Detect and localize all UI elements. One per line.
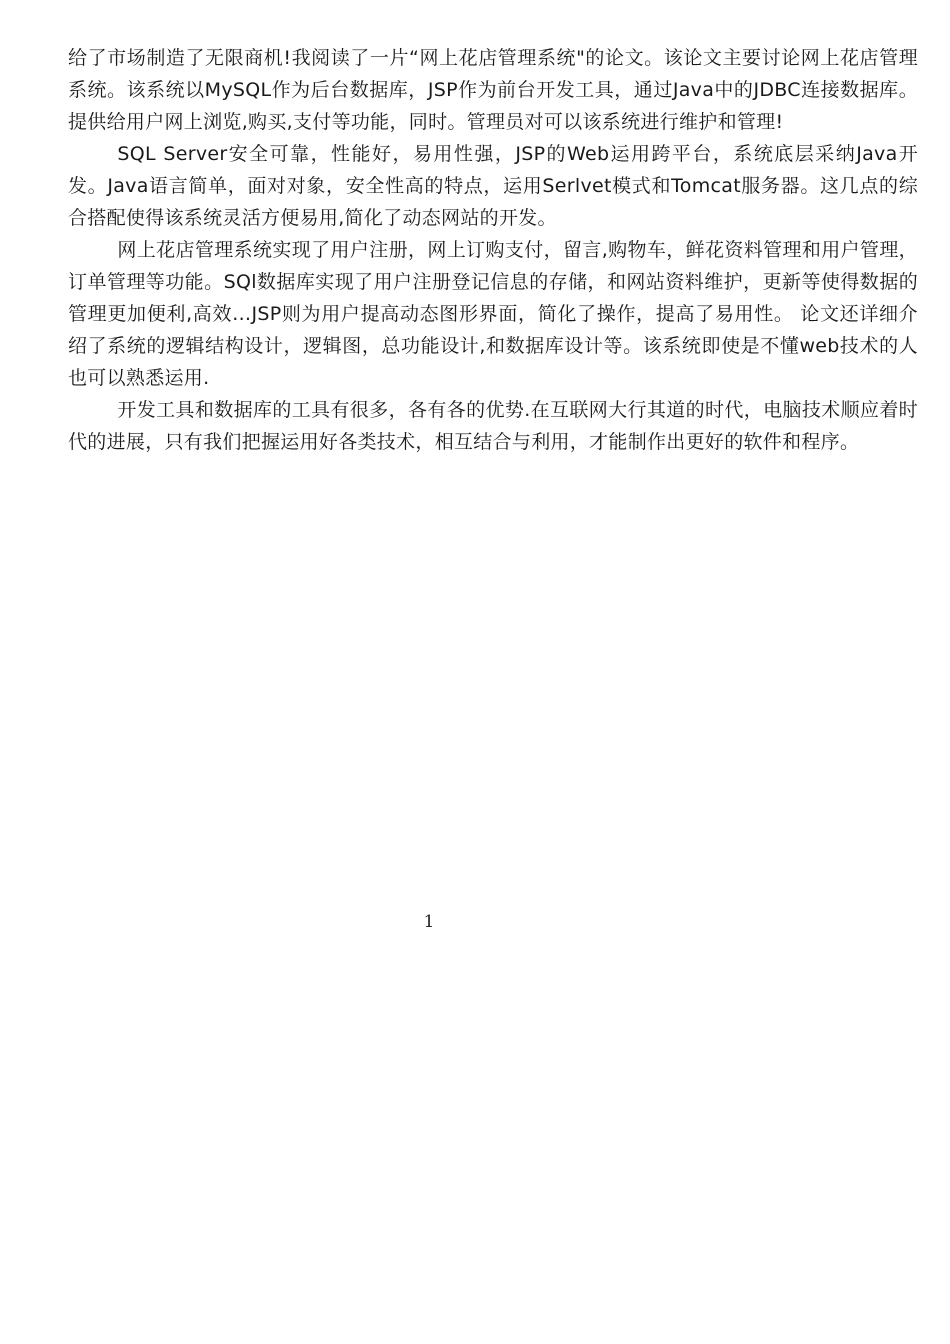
paragraph-intro: 给了市场制造了无限商机!我阅读了一片“网上花店管理系统"的论文。该论文主要讨论网上花店管理系统。该系统以MySQL作为后台数据库，JSP作为前台开发工具，通过Java中的JDBC连接数据库。提供给用户网上浏览,购买,支付等功能，同时。管理员对可以该系统进行维护和管理! <box>68 47 918 133</box>
page-number: 1 <box>423 912 435 932</box>
paragraph-technology: SQL Server安全可靠，性能好，易用性强，JSP的Web运用跨平台，系统底层采纳Java开发。Java语言简单，面对对象，安全性高的特点，运用Serlvet模式和Tomcat服务器。这几点的综合搭配使得该系统灵活方便易用,简化了动态网站的开发。 <box>68 143 918 229</box>
paragraph-conclusion: 开发工具和数据库的工具有很多，各有各的优势.在互联网大行其道的时代，电脑技术顺应着时代的进展，只有我们把握运用好各类技术，相互结合与利用，才能制作出更好的软件和程序。 <box>68 399 918 453</box>
paragraph-features: 网上花店管理系统实现了用户注册，网上订购支付，留言,购物车，鲜花资料管理和用户管理，订单管理等功能。SQl数据库实现了用户注册登记信息的存储，和网站资料维护，更新等使得数据的管理更加便利,高效…JSP则为用户提高动态图形界面，简化了操作，提高了易用性。 论文还详细介绍了系统的逻辑结构设计，逻辑图，总功能设计,和数据库设计等。该系统即使是不懂web技术的人也可以熟悉运用. <box>68 239 918 389</box>
document-body <box>68 42 918 458</box>
